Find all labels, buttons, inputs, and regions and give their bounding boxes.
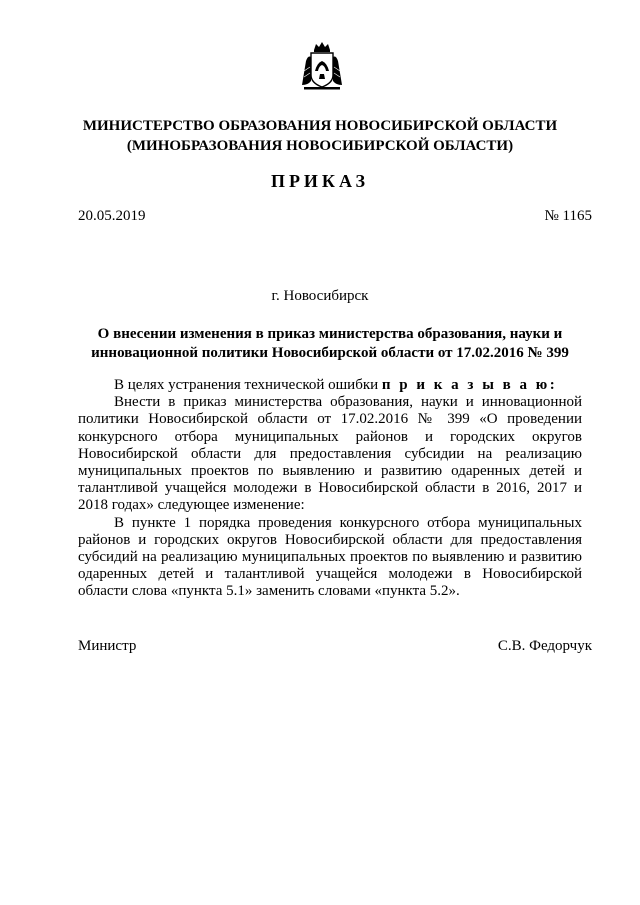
coat-of-arms-icon (300, 41, 344, 91)
document-body (78, 377, 582, 601)
document-date: 20.05.2019 (78, 208, 146, 224)
order-command: п р и к а з ы в а ю: (381, 377, 558, 393)
document-subject: О внесении изменения в приказ министерства образования, науки и инновационной политики Новосибирской области от 17.02.2016 № 399 (91, 326, 569, 361)
body-paragraph-2: В пункте 1 порядка проведения конкурсного отбора муниципальных районов и городских округов Новосибирской области для предоставления субсидий на реализацию муниципальных проектов по выявлению и развитию одаренных детей и талантливой учащейся молодежи в Новосибирской области слова «пункта 5.1» заменить словами «пункта 5.2». (78, 514, 582, 600)
document-number: № 1165 (544, 208, 592, 224)
ministry-short-name: (МИНОБРАЗОВАНИЯ НОВОСИБИРСКОЙ ОБЛАСТИ) (126, 138, 514, 154)
intro-paragraph (78, 377, 582, 394)
document-city: г. Новосибирск (271, 288, 369, 304)
intro-text: В целях устранения технической ошибки (114, 377, 382, 393)
body-paragraph-1: Внести в приказ министерства образования, науки и инновационной политики Новосибирской области от 17.02.2016 № 399 «О проведении конкурсного отбора муниципальных районов и городских округов Новосибирской области для предоставления субсидии на реализацию муниципальных проектов по выявлению и развитию одаренных детей и талантливой учащейся молодежи в Новосибирской области в 2016, 2017 и 2018 годах» следующее изменение: (78, 394, 582, 514)
signatory-title: Министр (78, 638, 137, 654)
ministry-name: МИНИСТЕРСТВО ОБРАЗОВАНИЯ НОВОСИБИРСКОЙ ОБЛАСТИ (82, 118, 558, 134)
signatory-name: С.В. Федорчук (497, 638, 592, 654)
document-type: ПРИКАЗ (270, 171, 370, 191)
